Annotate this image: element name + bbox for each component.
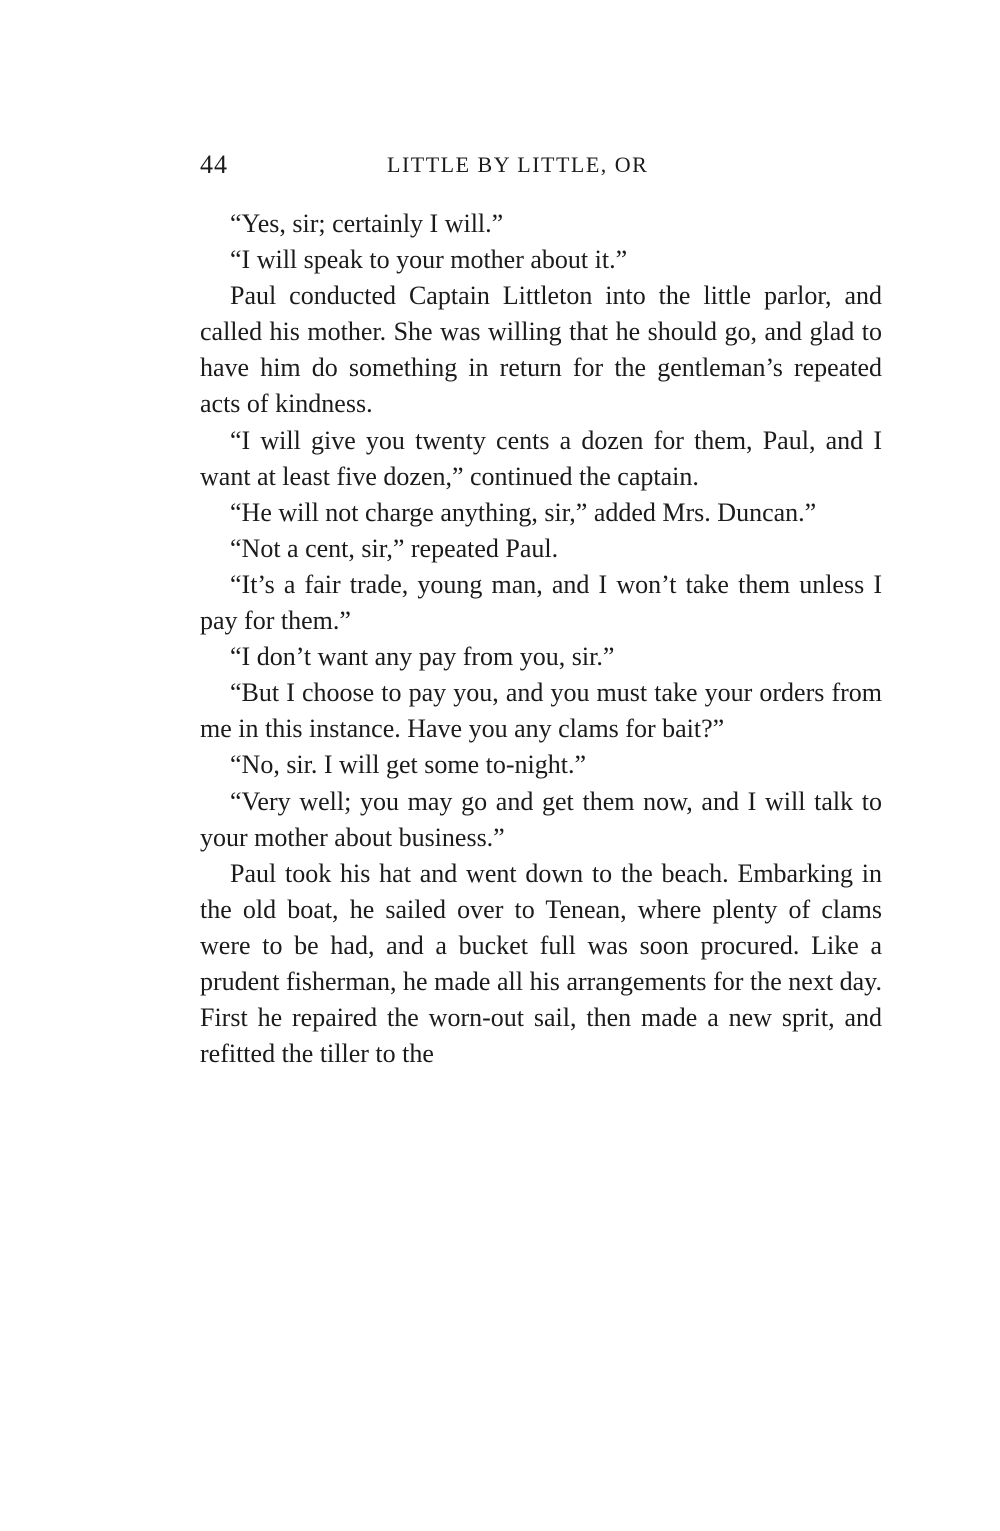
paragraph: Paul took his hat and went down to the beach. Embarking in the old boat, he sailed over to Tenean, where plenty of clams were to be had, and a bucket full was soon procured. Like a prudent fisherman, he made all his arrangements for the next day. First he repaired the worn-out sail, then made a new sprit, and refitted the tiller to the (200, 858, 882, 1069)
paragraph: “It’s a fair trade, young man, and I won’t take them unless I pay for them.” (200, 569, 882, 636)
page-header (200, 150, 882, 190)
paragraph: “He will not charge anything, sir,” added Mrs. Duncan.” (230, 497, 817, 527)
paragraph: “Very well; you may go and get them now, and I will talk to your mother about business.” (200, 786, 882, 852)
paragraph: “I don’t want any pay from you, sir.” (230, 642, 615, 672)
body-text (200, 206, 882, 1072)
page-number: 44 (200, 150, 228, 179)
paragraph: Paul conducted Captain Littleton into the little parlor, and called his mother. She was willing that he should go, and glad to have him do something in return for the gentleman’s repeated acts of kindness. (200, 281, 882, 419)
paragraph: “No, sir. I will get some to-night.” (230, 750, 587, 780)
paragraph: “Not a cent, sir,” repeated Paul. (230, 533, 559, 563)
paragraph: “I will speak to your mother about it.” (230, 245, 628, 275)
running-title: LITTLE BY LITTLE, OR (387, 152, 649, 177)
paragraph: “Yes, sir; certainly I will.” (230, 209, 504, 238)
paragraph: “But I choose to pay you, and you must take your orders from me in this instance. Have you any clams for bait?” (200, 678, 882, 744)
paragraph: “I will give you twenty cents a dozen for them, Paul, and I want at least five dozen,” continued the captain. (200, 425, 882, 491)
